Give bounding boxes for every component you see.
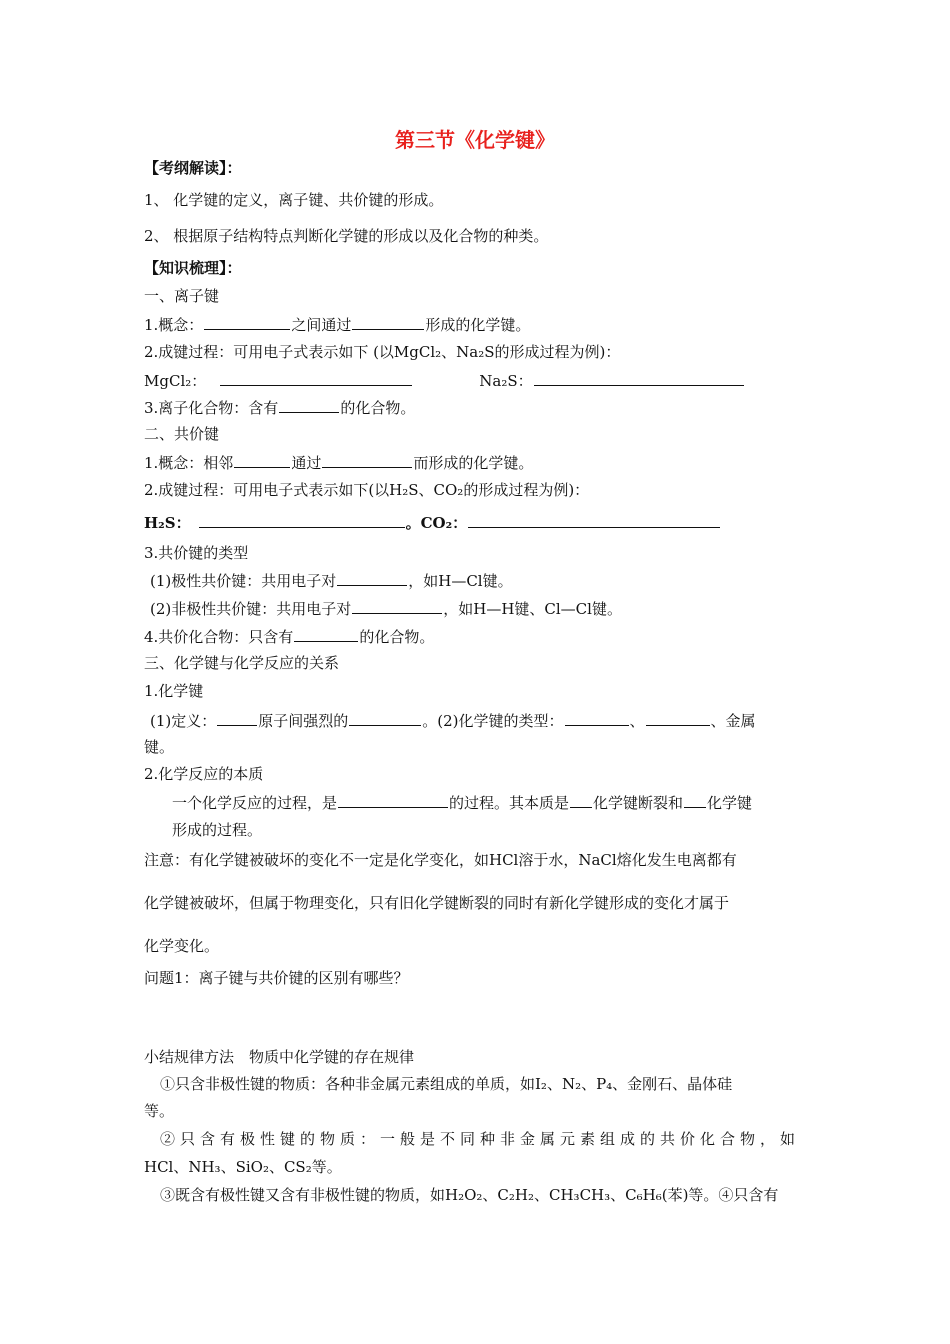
- text: (1)定义：: [150, 712, 217, 730]
- covalent-compound: [144, 626, 434, 647]
- text: 4.共价化合物：只含有: [144, 628, 294, 646]
- summary-line: ①只含非极性键的物质：各种非金属元素组成的单质，如I₂、N₂、P₄、金刚石、晶体硅: [160, 1075, 733, 1093]
- bond-definition: [150, 710, 756, 731]
- covalent-concept: [144, 452, 533, 473]
- covalent-examples: [144, 512, 721, 533]
- text: 的化合物。: [340, 399, 416, 417]
- fill-blank[interactable]: [279, 397, 339, 413]
- fill-blank[interactable]: [322, 452, 412, 468]
- label-mgcl2: MgCl₂：: [144, 372, 207, 390]
- fill-blank[interactable]: [217, 710, 257, 726]
- summary-line: ③既含有极性键又含有非极性键的物质，如H₂O₂、C₂H₂、CH₃CH₃、C₆H₆(苯)等。④只含有: [160, 1186, 779, 1204]
- text: 1.概念：: [144, 316, 204, 334]
- text: 的化合物。: [359, 628, 435, 646]
- essence-text-cont: 形成的过程。: [172, 821, 263, 839]
- fill-blank[interactable]: [570, 792, 592, 808]
- question: 问题1：离子键与共价键的区别有哪些？: [144, 969, 409, 987]
- text: 通过: [291, 454, 322, 472]
- fill-blank[interactable]: [294, 626, 358, 642]
- summary-line: 等。: [144, 1102, 175, 1120]
- text: 3.离子化合物：含有: [144, 399, 279, 417]
- section-heading-covalent: 二、共价键: [144, 425, 220, 443]
- covalent-process: 2.成键过程：可用电子式表示如下(以H₂S、CO₂的形成过程为例)：: [144, 481, 590, 499]
- outline-item: 2、 根据原子结构特点判断化学键的形成以及化合物的种类。: [144, 227, 549, 245]
- text: (2)非极性共价键：共用电子对: [150, 600, 352, 618]
- text: 化学键断裂和: [593, 794, 684, 812]
- fill-blank[interactable]: [234, 452, 290, 468]
- section-heading-ionic: 一、离子键: [144, 287, 220, 305]
- fill-blank[interactable]: [220, 370, 412, 386]
- note-line: 注意：有化学键被破坏的变化不一定是化学变化，如HCl溶于水，NaCl熔化发生电离都有: [144, 851, 737, 869]
- text: 、金属: [710, 712, 756, 730]
- fill-blank[interactable]: [534, 370, 744, 386]
- polar-bond: [150, 570, 513, 591]
- ionic-examples: [144, 370, 745, 391]
- summary-line: ②只含有极性键的物质：一般是不同种非金属元素组成的共价化合物，如: [160, 1130, 801, 1148]
- ionic-compound: [144, 397, 415, 418]
- text: 形成的化学键。: [425, 316, 531, 334]
- bond-heading: 1.化学键: [144, 682, 204, 700]
- text: 而形成的化学键。: [413, 454, 534, 472]
- text: ，如H—H键、Cl—Cl键。: [443, 600, 622, 618]
- page-title: 第三节《化学键》: [395, 128, 555, 152]
- label-co2: 。CO₂：: [405, 514, 468, 532]
- fill-blank[interactable]: [199, 512, 405, 528]
- text: 化学键: [707, 794, 753, 812]
- fill-blank[interactable]: [337, 570, 407, 586]
- text: 1.概念：相邻: [144, 454, 234, 472]
- fill-blank[interactable]: [349, 710, 421, 726]
- label-h2s: H₂S：: [144, 514, 191, 532]
- note-line: 化学键被破坏，但属于物理变化，只有旧化学键断裂的同时有新化学键形成的变化才属于: [144, 894, 730, 912]
- fill-blank[interactable]: [204, 314, 290, 330]
- bond-definition-cont: 键。: [144, 738, 175, 756]
- ionic-concept: [144, 314, 530, 335]
- label-na2s: Na₂S：: [479, 372, 533, 390]
- summary-heading: 小结规律方法 物质中化学键的存在规律: [144, 1048, 415, 1066]
- essence-text: [172, 792, 752, 813]
- fill-blank[interactable]: [352, 598, 442, 614]
- essence-heading: 2.化学反应的本质: [144, 765, 264, 783]
- text: 一个化学反应的过程，是: [172, 794, 338, 812]
- text: ，如H—Cl键。: [408, 572, 513, 590]
- summary-line: HCl、NH₃、SiO₂、CS₂等。: [144, 1158, 342, 1176]
- text: 原子间强烈的: [258, 712, 349, 730]
- text: 的过程。其本质是: [449, 794, 570, 812]
- fill-blank[interactable]: [646, 710, 710, 726]
- fill-blank[interactable]: [338, 792, 448, 808]
- knowledge-heading: 【知识梳理】：: [144, 259, 242, 277]
- section-heading-reaction: 三、化学键与化学反应的关系: [144, 654, 340, 672]
- covalent-types-heading: 3.共价键的类型: [144, 544, 249, 562]
- note-line: 化学变化。: [144, 937, 220, 955]
- ionic-process: 2.成键过程：可用电子式表示如下 (以MgCl₂、Na₂S的形成过程为例)：: [144, 343, 621, 361]
- outline-item: 1、 化学键的定义，离子键、共价键的形成。: [144, 191, 444, 209]
- outline-heading: 【考纲解读】：: [144, 159, 242, 177]
- fill-blank[interactable]: [565, 710, 629, 726]
- nonpolar-bond: [150, 598, 622, 619]
- text: (1)极性共价键：共用电子对: [150, 572, 337, 590]
- fill-blank[interactable]: [468, 512, 720, 528]
- text: 。(2)化学键的类型：: [422, 712, 564, 730]
- text: 之间通过: [291, 316, 352, 334]
- text: 、: [629, 712, 645, 730]
- fill-blank[interactable]: [684, 792, 706, 808]
- fill-blank[interactable]: [352, 314, 424, 330]
